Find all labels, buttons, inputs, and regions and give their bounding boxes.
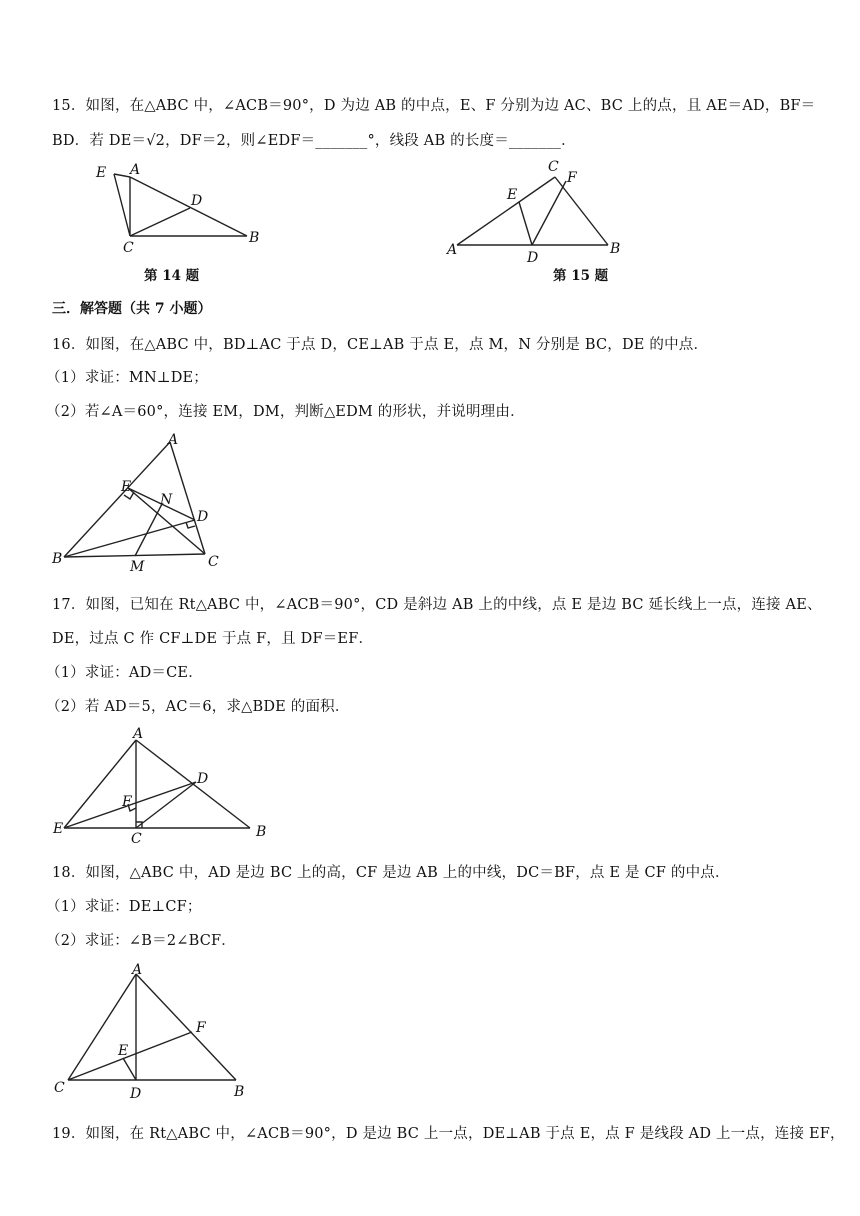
q17-line-1: 17．如图，已知在 Rt△ABC 中，∠ACB＝90°，CD 是斜边 AB 上的中线，点 E 是边 BC 延长线上一点，连接 AE、 bbox=[52, 597, 822, 613]
fig17-label-f: F bbox=[122, 794, 132, 810]
q15-line-1: 15．如图，在△ABC 中，∠ACB＝90°，D 为边 AB 的中点，E、F 分别为边 AC、BC 上的点，且 AE＝AD，BF＝ bbox=[52, 98, 816, 114]
figure-18 bbox=[50, 962, 260, 1102]
fig17-label-d: D bbox=[197, 771, 209, 787]
q18-part-2: （2）求证：∠B＝2∠BCF． bbox=[46, 933, 236, 949]
fig15-label-f: F bbox=[567, 170, 577, 186]
fig15-label-c: C bbox=[548, 159, 559, 175]
fig17-label-b: B bbox=[256, 824, 267, 840]
fig15-label-a: A bbox=[447, 242, 458, 258]
fig15-label-b: B bbox=[610, 241, 621, 257]
fig17-label-e: E bbox=[53, 821, 64, 837]
fig16-label-n: N bbox=[160, 492, 173, 508]
q16-part-1: （1）求证：MN⊥DE； bbox=[46, 370, 209, 386]
fig16-label-a: A bbox=[168, 432, 179, 448]
fig17-label-c: C bbox=[131, 831, 142, 847]
fig16-label-d: D bbox=[197, 509, 209, 525]
fig15-label-e: E bbox=[507, 187, 518, 203]
fig14-caption: 第 14 题 bbox=[144, 268, 200, 284]
figure-14 bbox=[90, 160, 280, 260]
q15-line-2: BD．若 DE＝√2，DF＝2，则∠EDF＝_______°，线段 AB 的长度＝_______． bbox=[52, 133, 576, 149]
fig16-label-c: C bbox=[208, 554, 219, 570]
fig15-label-d: D bbox=[527, 250, 539, 266]
fig18-label-c: C bbox=[54, 1080, 65, 1096]
fig14-label-e: E bbox=[96, 165, 107, 181]
q17-line-2: DE，过点 C 作 CF⊥DE 于点 F，且 DF＝EF． bbox=[52, 631, 374, 647]
q17-part-2: （2）若 AD＝5，AC＝6，求△BDE 的面积． bbox=[46, 699, 350, 715]
q18-line-1: 18．如图，△ABC 中，AD 是边 BC 上的高，CF 是边 AB 上的中线，DC＝BF，点 E 是 CF 的中点． bbox=[52, 865, 730, 881]
figure-17 bbox=[50, 722, 280, 847]
fig18-label-a: A bbox=[132, 962, 143, 978]
section-heading: 三．解答题（共 7 小题） bbox=[52, 301, 212, 317]
figure-16 bbox=[50, 432, 240, 577]
q16-part-2: （2）若∠A＝60°，连接 EM，DM，判断△EDM 的形状，并说明理由． bbox=[46, 404, 525, 420]
fig18-label-e: E bbox=[118, 1043, 129, 1059]
q19-line-1: 19．如图，在 Rt△ABC 中，∠ACB＝90°，D 是边 BC 上一点，DE⊥AB 于点 E，点 F 是线段 AD 上一点，连接 EF， bbox=[52, 1126, 845, 1142]
fig16-label-b: B bbox=[52, 551, 63, 567]
figure-15 bbox=[445, 155, 635, 265]
fig18-label-f: F bbox=[196, 1020, 206, 1036]
fig14-label-a: A bbox=[130, 162, 141, 178]
fig18-label-d: D bbox=[130, 1086, 142, 1102]
fig17-label-a: A bbox=[133, 726, 144, 742]
fig14-label-c: C bbox=[123, 240, 134, 256]
fig14-label-b: B bbox=[249, 230, 260, 246]
fig15-caption: 第 15 题 bbox=[553, 268, 609, 284]
fig14-label-d: D bbox=[191, 193, 203, 209]
q16-line-1: 16．如图，在△ABC 中，BD⊥AC 于点 D，CE⊥AB 于点 E，点 M，N 分别是 BC，DE 的中点． bbox=[52, 337, 709, 353]
fig16-label-e: E bbox=[121, 479, 132, 495]
q18-part-1: （1）求证：DE⊥CF； bbox=[46, 899, 202, 915]
fig16-label-m: M bbox=[130, 559, 145, 575]
q17-part-1: （1）求证：AD＝CE． bbox=[46, 665, 203, 681]
fig18-label-b: B bbox=[234, 1084, 245, 1100]
